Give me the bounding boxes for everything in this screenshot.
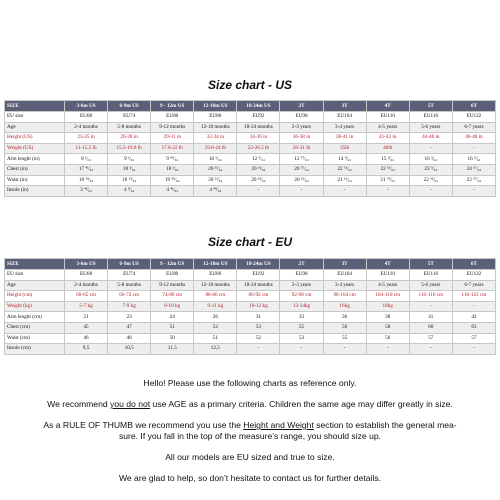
table-cell: 34-36 in <box>237 133 280 144</box>
header-size-col: 6T <box>452 259 495 270</box>
table-cell: 12 ⁵⁷⁄₆₄ <box>280 154 323 165</box>
table-cell: 23-25 in <box>65 133 108 144</box>
table-cell: 58 <box>366 322 409 333</box>
table-cell: 16 ⁵⁄₆₄ <box>452 154 495 165</box>
table-cell: 2-3 years <box>280 122 323 133</box>
table-cell: 18kg <box>366 301 409 312</box>
table-cell: - <box>452 186 495 197</box>
table-cell: 8 ¹⁄₆₄ <box>65 154 108 165</box>
table-cell: 2-3 years <box>280 280 323 291</box>
note-emphasis: Height and Weight <box>243 420 314 430</box>
table-cell: 45 <box>65 322 108 333</box>
row-label: EU size <box>5 112 65 123</box>
table-cell: 38 <box>366 312 409 323</box>
header-size-label: SIZE <box>5 259 65 270</box>
note-text: use AGE as a primary criteria. Children the same age may differ greatly in size. <box>150 399 453 409</box>
table-cell: 17 ⁴¹⁄₆₄ <box>65 164 108 175</box>
header-size-col: 9 - 12m US <box>151 101 194 112</box>
table-cell: 98-104 cm <box>323 291 366 302</box>
table-cell: 86-92 cm <box>237 291 280 302</box>
eu-size-table <box>4 258 496 355</box>
table-cell: 74-80 cm <box>151 291 194 302</box>
table-cell: 57 <box>452 333 495 344</box>
table-cell: 41-43 in <box>366 133 409 144</box>
table-cell: 10 ⁵⁄₆₄ <box>194 154 237 165</box>
table-cell: 40lb <box>366 143 409 154</box>
table-row <box>5 280 496 291</box>
table-row <box>5 133 496 144</box>
table-row <box>5 291 496 302</box>
row-label: Weight (kg) <box>5 301 65 312</box>
table-cell: 11,5 <box>151 344 194 355</box>
row-label: Chest (in) <box>5 164 65 175</box>
header-size-col: 6-9m US <box>108 259 151 270</box>
us-chart-title: Size chart - US <box>207 78 293 92</box>
table-cell: - <box>452 344 495 355</box>
table-cell: - <box>323 344 366 355</box>
table-cell: - <box>452 301 495 312</box>
table-cell: 6-7 years <box>452 122 495 133</box>
table-cell: EU104 <box>323 112 366 123</box>
table-cell: 18 ¹⁵⁄₆₄ <box>108 175 151 186</box>
table-cell: EU74 <box>108 270 151 281</box>
table-cell: 56 <box>366 333 409 344</box>
table-cell: 18-24 months <box>237 122 280 133</box>
table-cell: 12-18 months <box>194 122 237 133</box>
table-cell: EU86 <box>194 270 237 281</box>
table-cell: - <box>409 186 452 197</box>
table-cell: 23 ⁵⁄₆₄ <box>409 164 452 175</box>
header-size-col: 18-24m US <box>237 101 280 112</box>
table-cell: 110-116 cm <box>409 291 452 302</box>
note-emphasis: you do not <box>110 399 151 409</box>
table-cell: 35lb <box>323 143 366 154</box>
table-cell: - <box>323 186 366 197</box>
table-row <box>5 143 496 154</box>
table-cell: 22 ⁵⁷⁄₆₄ <box>452 175 495 186</box>
table-cell: 4-5 years <box>366 122 409 133</box>
header-size-col: 6T <box>452 101 495 112</box>
table-cell: 18 ³⁄₆₄ <box>151 164 194 175</box>
header-size-label: SIZE <box>5 101 65 112</box>
table-row <box>5 186 496 197</box>
table-row <box>5 122 496 133</box>
table-cell: EU68 <box>65 270 108 281</box>
row-label: Arm lenght (in) <box>5 154 65 165</box>
table-cell: EU80 <box>151 112 194 123</box>
table-cell: 32-34 in <box>194 133 237 144</box>
table-cell: 4 ⁹⁄₆₄ <box>108 186 151 197</box>
table-cell: EU116 <box>409 270 452 281</box>
table-cell: 31 <box>237 312 280 323</box>
table-cell: 20 ²¹⁄₆₄ <box>194 175 237 186</box>
table-cell: 17.6-22 lb <box>151 143 194 154</box>
table-cell: 52 <box>194 322 237 333</box>
table-header-row <box>5 101 496 112</box>
note-size-up: sure. If you fall in the top of the measure’s range, you should size up. <box>118 431 382 441</box>
table-cell: 116-122 cm <box>452 291 495 302</box>
table-row <box>5 344 496 355</box>
table-cell: 19.8-24 lb <box>194 143 237 154</box>
table-row <box>5 301 496 312</box>
note-reference: Hello! Please use the following charts as reference only. <box>143 378 357 388</box>
table-cell: 9-11 kg <box>194 301 237 312</box>
header-size-col: 2T <box>280 259 323 270</box>
table-cell: 9 ¹⁄₆₄ <box>108 154 151 165</box>
table-cell: 9 ⁴⁵⁄₆₄ <box>151 154 194 165</box>
row-label: Waist (cm) <box>5 333 65 344</box>
row-label: Insole (cm) <box>5 344 65 355</box>
table-cell: EU98 <box>280 112 323 123</box>
note-age <box>0 399 500 410</box>
note-text: We recommend <box>47 399 111 409</box>
table-cell: 15.5-19.8 lb <box>108 143 151 154</box>
header-size-col: 3-6m US <box>65 101 108 112</box>
table-cell: 55 <box>280 322 323 333</box>
header-size-col: 18-24m US <box>237 259 280 270</box>
table-cell: 4-5 years <box>366 280 409 291</box>
table-row <box>5 175 496 186</box>
table-cell: 46-48 in <box>452 133 495 144</box>
header-size-col: 12-18m US <box>194 259 237 270</box>
table-cell: 20 ³¹⁄₆₄ <box>194 164 237 175</box>
table-cell: 7-9 kg <box>108 301 151 312</box>
table-cell: 26 <box>194 312 237 323</box>
note-text: As a RULE OF THUMB we recommend you use the <box>43 420 244 430</box>
eu-chart-title: Size chart - EU <box>207 235 293 249</box>
table-cell: - <box>366 344 409 355</box>
table-cell: 12-18 months <box>194 280 237 291</box>
table-cell: 16 ³⁄₆₄ <box>409 154 452 165</box>
row-label: Age <box>5 280 65 291</box>
table-cell: - <box>409 301 452 312</box>
header-size-col: 5T <box>409 259 452 270</box>
header-size-col: 4T <box>366 101 409 112</box>
note-eu-sized: All our models are EU sized and true to size. <box>165 452 335 462</box>
table-cell: EU92 <box>237 270 280 281</box>
table-cell: 6-7 years <box>452 280 495 291</box>
table-cell: 2-4 months <box>65 122 108 133</box>
table-cell: 4 ⁴⁹⁄₆₄ <box>194 186 237 197</box>
table-cell: 56 <box>323 322 366 333</box>
table-cell: 42 <box>452 312 495 323</box>
us-size-table <box>4 100 496 197</box>
table-cell: 14 ⁹⁄₆₄ <box>323 154 366 165</box>
table-cell: 66-72 cm <box>108 291 151 302</box>
table-cell: EU104 <box>323 270 366 281</box>
table-cell: 44-46 in <box>409 133 452 144</box>
header-size-col: 6-9m US <box>108 101 151 112</box>
table-cell: 53 <box>280 333 323 344</box>
table-cell: 20 ⁵⁷⁄₆₄ <box>280 164 323 175</box>
table-cell: 3-4 years <box>323 122 366 133</box>
row-label: Insole (in) <box>5 186 65 197</box>
table-cell: 11-15.5 lb <box>65 143 108 154</box>
table-cell: 60 <box>409 322 452 333</box>
table-cell: 15 ⁹⁄₆₄ <box>366 154 409 165</box>
table-cell: 51 <box>151 322 194 333</box>
table-row <box>5 333 496 344</box>
table-cell: 10,5 <box>108 344 151 355</box>
table-cell: 18 ¹⁹⁄₆₄ <box>65 175 108 186</box>
table-cell: EU86 <box>194 112 237 123</box>
note-text: section to establish the general mea- <box>313 420 457 430</box>
table-cell: 22 ⁵¹⁄₆₄ <box>366 164 409 175</box>
table-row <box>5 312 496 323</box>
row-label: Waist (in) <box>5 175 65 186</box>
table-cell: 5-6 years <box>409 280 452 291</box>
row-label: Height (cm) <box>5 291 65 302</box>
table-cell: 10-12 kg <box>237 301 280 312</box>
header-size-col: 9 - 12m US <box>151 259 194 270</box>
table-cell: 19 ⁴⁵⁄₆₄ <box>151 175 194 186</box>
table-cell: EU74 <box>108 112 151 123</box>
table-cell: 9,5 <box>65 344 108 355</box>
table-cell: 92-98 cm <box>280 291 323 302</box>
table-cell: EU122 <box>452 112 495 123</box>
table-cell: - <box>452 143 495 154</box>
row-label: EU size <box>5 270 65 281</box>
table-cell: 21 ⁵⁵⁄₆₄ <box>366 175 409 186</box>
table-cell: 2-4 months <box>65 280 108 291</box>
row-label: Age <box>5 122 65 133</box>
table-cell: EU122 <box>452 270 495 281</box>
table-cell: - <box>366 186 409 197</box>
table-cell: 38-41 in <box>323 133 366 144</box>
table-cell: 22-26.5 lb <box>237 143 280 154</box>
header-size-col: 12-18m US <box>194 101 237 112</box>
table-cell: 63 <box>452 322 495 333</box>
table-row <box>5 322 496 333</box>
table-cell: 29-31 in <box>151 133 194 144</box>
table-cell: 23 <box>108 312 151 323</box>
table-cell: 26-28 in <box>108 133 151 144</box>
table-cell: 4 ⁴¹⁄₆₄ <box>151 186 194 197</box>
table-cell: 12,5 <box>194 344 237 355</box>
table-cell: 80-86 cm <box>194 291 237 302</box>
table-cell: 9-12 months <box>151 122 194 133</box>
table-cell: 36-38 in <box>280 133 323 144</box>
table-cell: 53 <box>237 322 280 333</box>
table-cell: - <box>409 344 452 355</box>
table-cell: 20 ¹⁵⁄₆₄ <box>280 175 323 186</box>
table-cell: 12 ⁵⁄₆₄ <box>237 154 280 165</box>
sizing-notes <box>0 378 500 484</box>
row-label: Height (US) <box>5 133 65 144</box>
note-rule-of-thumb <box>0 420 500 431</box>
header-size-col: 3T <box>323 101 366 112</box>
table-cell: EU92 <box>237 112 280 123</box>
table-cell: - <box>409 143 452 154</box>
table-cell: 21 <box>65 312 108 323</box>
table-cell: 21 ¹⁵⁄₆₄ <box>323 175 366 186</box>
header-size-col: 4T <box>366 259 409 270</box>
table-cell: 50 <box>151 333 194 344</box>
table-cell: 5-8 months <box>108 122 151 133</box>
header-size-col: 3-6m US <box>65 259 108 270</box>
table-cell: EU116 <box>409 112 452 123</box>
table-cell: 48 <box>108 333 151 344</box>
table-cell: EU80 <box>151 270 194 281</box>
table-cell: 18-24 months <box>237 280 280 291</box>
table-cell: 24 <box>151 312 194 323</box>
table-cell: 5-7 kg <box>65 301 108 312</box>
table-cell: 9-12 months <box>151 280 194 291</box>
table-cell: - <box>280 186 323 197</box>
table-cell: 26-31 lb <box>280 143 323 154</box>
header-size-col: 3T <box>323 259 366 270</box>
table-cell: 24 ⁵⁷⁄₆₄ <box>452 164 495 175</box>
table-cell: EU110 <box>366 112 409 123</box>
table-cell: 46 <box>65 333 108 344</box>
table-cell: 18 ³⁄₆₄ <box>108 164 151 175</box>
note-contact: We are glad to help, so don’t hesitate to contact us for further details. <box>118 473 382 483</box>
table-cell: - <box>280 344 323 355</box>
table-row <box>5 112 496 123</box>
table-cell: 60-65 cm <box>65 291 108 302</box>
table-cell: 5-6 years <box>409 122 452 133</box>
row-label: Arm lenght (cm) <box>5 312 65 323</box>
table-cell: 3 ⁴¹⁄₆₄ <box>65 186 108 197</box>
table-cell: EU110 <box>366 270 409 281</box>
table-cell: 52 <box>237 333 280 344</box>
table-cell: EU98 <box>280 270 323 281</box>
table-cell: 20 ³¹⁄₆₄ <box>237 164 280 175</box>
table-row <box>5 270 496 281</box>
table-cell: 41 <box>409 312 452 323</box>
table-cell: - <box>237 344 280 355</box>
table-cell: 22 ³⁵⁄₆₄ <box>409 175 452 186</box>
table-cell: 47 <box>108 322 151 333</box>
header-size-col: 5T <box>409 101 452 112</box>
table-cell: 12-14kg <box>280 301 323 312</box>
table-cell: 22 ⁵¹⁄₆₄ <box>323 164 366 175</box>
table-cell: 8-10 kg <box>151 301 194 312</box>
table-cell: 57 <box>409 333 452 344</box>
table-cell: 33 <box>280 312 323 323</box>
header-size-col: 2T <box>280 101 323 112</box>
table-cell: 16kg <box>323 301 366 312</box>
table-header-row <box>5 259 496 270</box>
table-row <box>5 154 496 165</box>
row-label: Weight (US) <box>5 143 65 154</box>
table-cell: 51 <box>194 333 237 344</box>
table-cell: 55 <box>323 333 366 344</box>
table-cell: - <box>237 186 280 197</box>
table-cell: EU68 <box>65 112 108 123</box>
row-label: Chest (cm) <box>5 322 65 333</box>
table-cell: 36 <box>323 312 366 323</box>
table-cell: 3-4 years <box>323 280 366 291</box>
table-cell: 20 ¹⁹⁄₆₄ <box>237 175 280 186</box>
table-cell: 5-8 months <box>108 280 151 291</box>
table-cell: 104-110 cm <box>366 291 409 302</box>
table-row <box>5 164 496 175</box>
